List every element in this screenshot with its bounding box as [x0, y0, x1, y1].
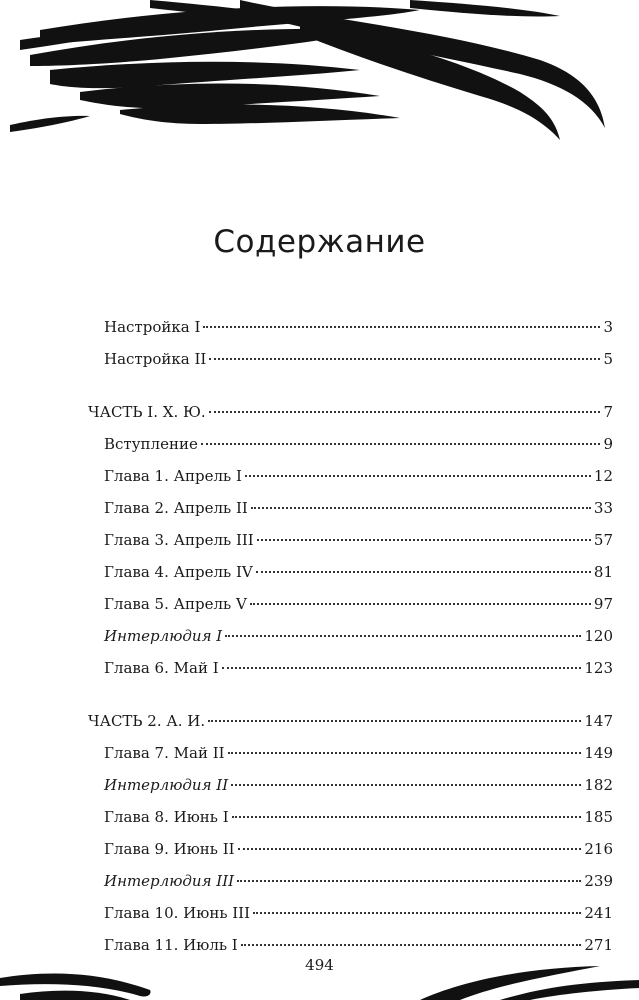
dot-leader	[203, 326, 600, 328]
toc-entry	[88, 904, 613, 936]
dot-leader	[209, 411, 601, 413]
toc-entry-page: 216	[584, 840, 613, 858]
toc-entry-page: 33	[593, 499, 613, 517]
dot-leader	[201, 443, 601, 445]
toc-entry-page: 182	[584, 776, 613, 794]
table-of-contents	[88, 318, 613, 968]
toc-entry-label: Глава 4. Апрель IV	[104, 563, 253, 581]
toc-entry-label: Настройка I	[104, 318, 201, 336]
toc-group-front-matter	[88, 318, 613, 382]
group-spacer	[88, 691, 613, 712]
dot-leader	[222, 667, 582, 669]
toc-entry-page: 149	[584, 744, 613, 762]
toc-entry-page: 241	[584, 904, 613, 922]
toc-entry-interlude	[88, 627, 613, 659]
toc-entry	[88, 435, 613, 467]
brush-stroke-decoration-bottom	[0, 960, 639, 1000]
toc-group-part-1	[88, 403, 613, 691]
toc-entry-label: ЧАСТЬ 2. А. И.	[88, 712, 206, 730]
page-number: 494	[305, 956, 334, 974]
toc-entry	[88, 563, 613, 595]
toc-entry-label: Глава 11. Июль I	[104, 936, 238, 954]
dot-leader	[250, 603, 591, 605]
dot-leader	[231, 784, 581, 786]
toc-entry-interlude	[88, 776, 613, 808]
dot-leader	[253, 912, 581, 914]
toc-entry-label: Интерлюдия I	[104, 627, 223, 645]
toc-entry-page: 271	[584, 936, 613, 954]
toc-entry-label: Глава 9. Июнь II	[104, 840, 235, 858]
toc-entry	[88, 318, 613, 350]
toc-entry-page: 147	[584, 712, 613, 730]
toc-group-part-2	[88, 712, 613, 968]
toc-entry-page: 12	[593, 467, 613, 485]
toc-entry-page: 97	[593, 595, 613, 613]
toc-entry-page: 57	[593, 531, 613, 549]
dot-leader	[245, 475, 591, 477]
dot-leader	[237, 880, 581, 882]
toc-entry-label: Глава 5. Апрель V	[104, 595, 247, 613]
toc-entry	[88, 659, 613, 691]
dot-leader	[225, 635, 581, 637]
toc-entry-label: Настройка II	[104, 350, 207, 368]
toc-entry-label: Глава 1. Апрель I	[104, 467, 242, 485]
dot-leader	[238, 848, 582, 850]
toc-entry-label: Вступление	[104, 435, 198, 453]
dot-leader	[208, 720, 581, 722]
group-spacer	[88, 382, 613, 403]
toc-part-heading	[88, 403, 613, 435]
toc-entry-label: Глава 3. Апрель III	[104, 531, 254, 549]
toc-entry-page: 81	[593, 563, 613, 581]
dot-leader	[256, 571, 591, 573]
toc-entry-label: Глава 7. Май II	[104, 744, 225, 762]
toc-entry-label: Интерлюдия III	[104, 872, 235, 890]
toc-entry-label: Глава 2. Апрель II	[104, 499, 248, 517]
toc-entry-page: 7	[603, 403, 613, 421]
toc-entry	[88, 808, 613, 840]
dot-leader	[241, 944, 582, 946]
dot-leader	[232, 816, 582, 818]
toc-entry	[88, 840, 613, 872]
toc-entry-page: 185	[584, 808, 613, 826]
toc-entry-label: Глава 10. Июнь III	[104, 904, 251, 922]
brush-stroke-decoration-top	[0, 0, 639, 160]
toc-entry-interlude	[88, 872, 613, 904]
toc-entry-page: 9	[603, 435, 613, 453]
toc-entry	[88, 499, 613, 531]
toc-entry	[88, 595, 613, 627]
toc-entry	[88, 531, 613, 563]
dot-leader	[228, 752, 582, 754]
toc-entry-label: Интерлюдия II	[104, 776, 229, 794]
toc-entry-page: 123	[584, 659, 613, 677]
toc-entry-page: 3	[603, 318, 613, 336]
toc-entry	[88, 744, 613, 776]
toc-entry-page: 239	[584, 872, 613, 890]
toc-entry-page: 120	[584, 627, 613, 645]
dot-leader	[251, 507, 591, 509]
dot-leader	[209, 358, 600, 360]
page-title: Содержание	[213, 224, 426, 260]
toc-part-heading	[88, 712, 613, 744]
toc-entry-label: Глава 8. Июнь I	[104, 808, 229, 826]
toc-entry-label: Глава 6. Май I	[104, 659, 219, 677]
toc-entry-label: ЧАСТЬ I. Х. Ю.	[88, 403, 206, 421]
toc-entry	[88, 350, 613, 382]
dot-leader	[257, 539, 591, 541]
toc-entry-page: 5	[603, 350, 613, 368]
toc-entry	[88, 467, 613, 499]
